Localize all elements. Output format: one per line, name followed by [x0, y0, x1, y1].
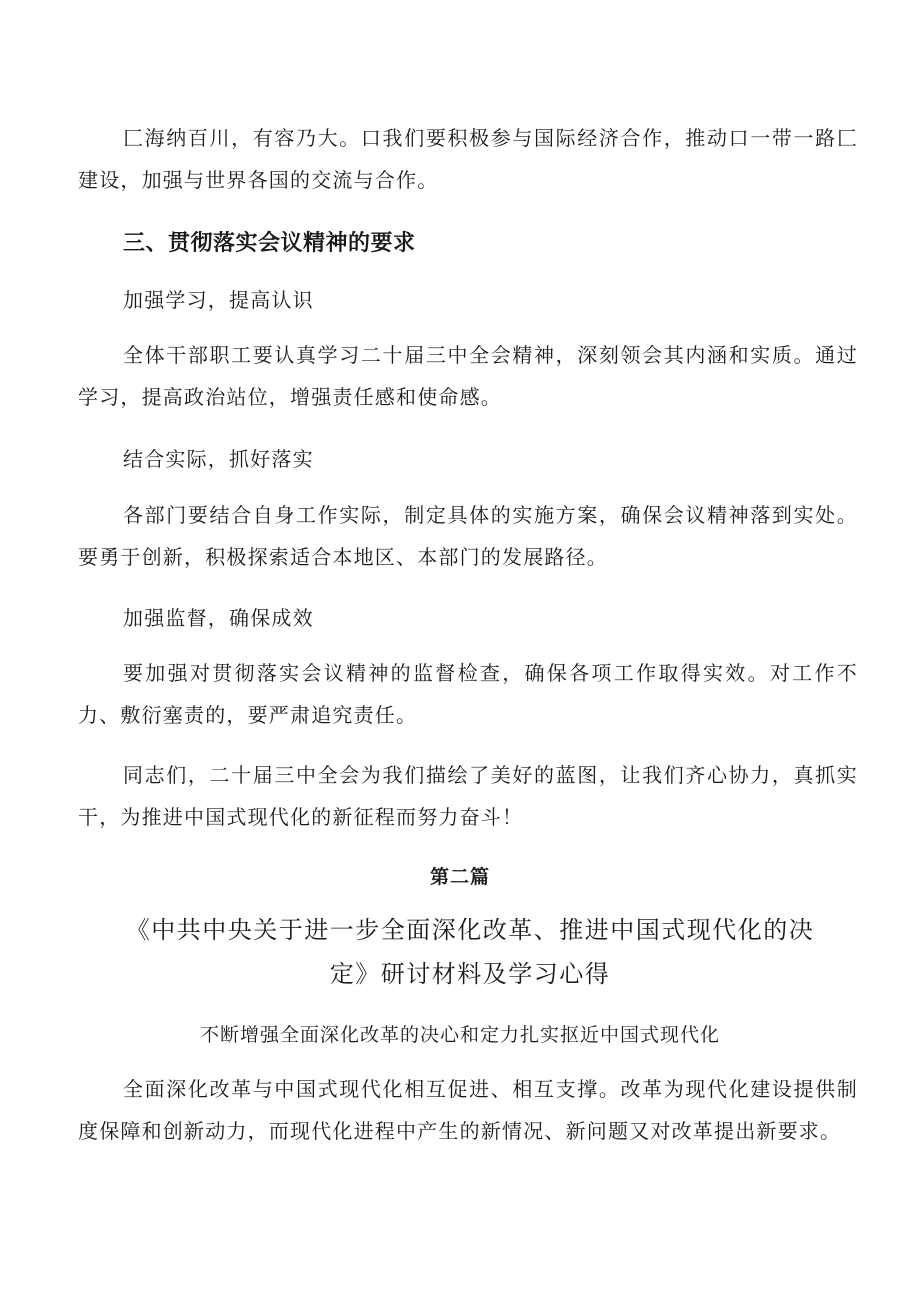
paragraph-closing: 同志们，二十届三中全会为我们描绘了美好的蓝图，让我们齐心协力，真抓实干，为推进中国式现代化的新征程而努力奋斗！	[78, 763, 858, 829]
section-heading-implementation: 三、贯彻落实会议精神的要求	[123, 231, 416, 256]
document-subtitle: 不断增强全面深化改革的决心和定力扎实抠近中国式现代化	[199, 1024, 720, 1046]
part-label: 第二篇	[429, 866, 490, 888]
paragraph-study: 全体干部职工要认真学习二十届三中全会精神，深刻领会其内涵和实质。通过学习，提高政治站位，增强责任感和使命感。	[78, 343, 858, 409]
paragraph-implementation: 各部门要结合自身工作实际，制定具体的实施方案，确保会议精神落到实处。要勇于创新，积极探索适合本地区、本部门的发展路径。	[78, 503, 858, 569]
subheading-study: 加强学习，提高认识	[123, 288, 314, 312]
paragraph-reform: 全面深化改革与中国式现代化相互促进、相互支撑。改革为现代化建设提供制度保障和创新动力，而现代化进程中产生的新情况、新问题又对改革提出新要求。	[78, 1077, 858, 1143]
subheading-implementation: 结合实际，抓好落实	[123, 447, 314, 471]
document-title: 《中共中央关于进一步全面深化改革、推进中国式现代化的决定》研讨材料及学习心得	[125, 916, 815, 988]
paragraph-open-cooperation: 匚海纳百川，有容乃大。口我们要积极参与国际经济合作，推动口一带一路匚建设，加强与世界各国的交流与合作。	[78, 126, 858, 192]
subheading-supervision: 加强监督，确保成效	[123, 606, 314, 630]
paragraph-supervision: 要加强对贯彻落实会议精神的监督检查，确保各项工作取得实效。对工作不力、敷衍塞责的，要严肃追究责任。	[78, 661, 858, 727]
